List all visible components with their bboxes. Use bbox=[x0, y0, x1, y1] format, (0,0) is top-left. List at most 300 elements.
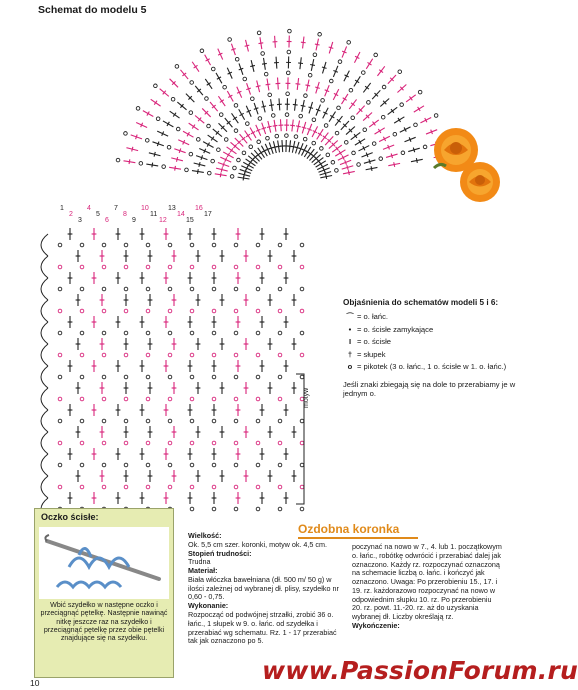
picot-mark bbox=[256, 287, 260, 291]
picot-mark bbox=[145, 139, 149, 143]
picot-mark bbox=[212, 243, 216, 247]
picot-mark bbox=[189, 152, 193, 156]
picot-mark bbox=[124, 243, 128, 247]
legend bbox=[343, 298, 523, 399]
edge-scallop bbox=[41, 388, 48, 410]
picot-mark bbox=[146, 309, 150, 313]
picot-mark bbox=[116, 158, 120, 162]
material-text: Biała włóczka bawełniana (dł. 500 m/ 50 g) w ilości zależnej od wybranej dł. plisy, szydełko nr 0,60 - 0,75. bbox=[188, 574, 339, 602]
row-number: 8 bbox=[123, 211, 127, 218]
picot-mark bbox=[124, 419, 128, 423]
picot-mark bbox=[102, 287, 106, 291]
stitch-mark bbox=[154, 152, 155, 157]
picot-mark bbox=[190, 507, 194, 511]
stitch-mark bbox=[308, 107, 313, 108]
stitch-mark bbox=[347, 165, 348, 170]
picot-mark bbox=[300, 375, 304, 379]
picot-mark bbox=[234, 485, 238, 489]
picot-mark bbox=[190, 397, 194, 401]
picot-mark bbox=[212, 419, 216, 423]
picot-mark bbox=[154, 84, 158, 88]
material-heading: Materiał: bbox=[188, 566, 218, 576]
picot-mark bbox=[146, 463, 150, 467]
picot-mark bbox=[300, 287, 304, 291]
row-number: 3 bbox=[78, 217, 82, 224]
picot-mark bbox=[329, 79, 333, 83]
picot-mark bbox=[313, 53, 317, 57]
stitch-mark bbox=[259, 43, 264, 44]
picot-mark bbox=[102, 331, 106, 335]
edge-scallop bbox=[41, 454, 48, 476]
picot-mark bbox=[326, 153, 330, 157]
picot-mark bbox=[300, 331, 304, 335]
row-number: 17 bbox=[204, 211, 212, 218]
picot-mark bbox=[146, 375, 150, 379]
rose-image bbox=[430, 124, 504, 204]
picot-mark bbox=[200, 49, 204, 53]
picot-mark bbox=[234, 419, 238, 423]
picot-mark bbox=[344, 141, 348, 145]
picot-mark bbox=[381, 115, 385, 119]
picot-mark bbox=[190, 265, 194, 269]
stitch-mark bbox=[315, 44, 320, 45]
stitch-mark bbox=[305, 85, 310, 86]
picot-mark bbox=[168, 309, 172, 313]
picot-mark bbox=[321, 99, 325, 103]
picot-mark bbox=[207, 171, 211, 175]
picot-mark bbox=[234, 129, 238, 133]
stitch-mark bbox=[413, 148, 414, 153]
picot-mark bbox=[234, 397, 238, 401]
legend-text: = o. ścisłe bbox=[357, 337, 391, 347]
stitch-mark bbox=[416, 158, 417, 163]
stitch-mark bbox=[391, 153, 392, 158]
picot-mark bbox=[223, 85, 227, 89]
picot-mark bbox=[233, 166, 237, 170]
picot-mark bbox=[324, 124, 328, 128]
picot-mark bbox=[146, 287, 150, 291]
stitch-mark bbox=[293, 104, 298, 105]
picot-mark bbox=[212, 485, 216, 489]
picot-mark bbox=[351, 116, 355, 120]
stitch-mark bbox=[298, 63, 303, 64]
picot-mark bbox=[124, 441, 128, 445]
row-number: 12 bbox=[159, 217, 167, 224]
stitch-mark bbox=[348, 170, 349, 175]
picot-mark bbox=[185, 168, 189, 172]
picot-mark bbox=[357, 163, 361, 167]
stitch-mark bbox=[262, 63, 267, 64]
picot-mark bbox=[278, 397, 282, 401]
size-heading: Wielkość: bbox=[188, 531, 222, 540]
picot-mark bbox=[256, 507, 260, 511]
picot-mark bbox=[146, 485, 150, 489]
stitch-mark bbox=[256, 86, 261, 87]
picot-mark bbox=[217, 148, 221, 152]
stitch-mark bbox=[221, 167, 222, 172]
picot-mark bbox=[234, 375, 238, 379]
legend-row bbox=[343, 312, 523, 321]
picot-mark bbox=[102, 485, 106, 489]
legend-text: = o. ścisłe zamykające bbox=[357, 324, 434, 334]
picot-mark bbox=[207, 124, 211, 128]
picot-mark bbox=[234, 265, 238, 269]
legend-row bbox=[343, 325, 523, 334]
row-number: 11 bbox=[150, 211, 158, 218]
picot-mark bbox=[278, 419, 282, 423]
picot-mark bbox=[58, 353, 62, 357]
picot-mark bbox=[251, 97, 255, 101]
picot-mark bbox=[278, 353, 282, 357]
picot-mark bbox=[352, 151, 356, 155]
picot-mark bbox=[146, 441, 150, 445]
legend-symbol: o bbox=[347, 362, 353, 372]
picot-mark bbox=[224, 138, 228, 142]
instructions-column-2 bbox=[352, 543, 502, 631]
picot-mark bbox=[382, 85, 386, 89]
picot-mark bbox=[168, 485, 172, 489]
picot-mark bbox=[286, 71, 290, 75]
row-number: 15 bbox=[186, 217, 194, 224]
picot-mark bbox=[335, 131, 339, 135]
picot-mark bbox=[303, 137, 307, 141]
row-number: 14 bbox=[177, 211, 185, 218]
picot-mark bbox=[102, 463, 106, 467]
stitch-mark bbox=[301, 105, 306, 106]
stitch-mark bbox=[198, 169, 199, 174]
picot-mark bbox=[58, 441, 62, 445]
picot-mark bbox=[261, 52, 265, 56]
picot-mark bbox=[102, 441, 106, 445]
picot-mark bbox=[212, 331, 216, 335]
picot-mark bbox=[205, 97, 209, 101]
picot-mark bbox=[256, 441, 260, 445]
section-title: Ozdobna koronka bbox=[298, 522, 400, 536]
difficulty-heading: Stopień trudności: bbox=[188, 548, 252, 558]
picot-mark bbox=[347, 41, 351, 45]
picot-mark bbox=[156, 117, 160, 121]
stitch-mark bbox=[223, 162, 225, 167]
stitch-box-text: Wbić szydełko w następne oczko i przeciągnąć pętelkę. Następnie nawinąć nitkę jeszcze raz na szydełko i przeciągnąć pętelkę przez obie pętelki znajdujące się na szydełku. bbox=[40, 601, 168, 643]
picot-mark bbox=[278, 309, 282, 313]
row-number: 7 bbox=[114, 205, 118, 212]
page-number: 10 bbox=[30, 678, 40, 688]
picot-mark bbox=[196, 138, 200, 142]
picot-mark bbox=[124, 331, 128, 335]
picot-mark bbox=[294, 135, 298, 139]
picot-mark bbox=[80, 419, 84, 423]
picot-mark bbox=[80, 331, 84, 335]
picot-mark bbox=[124, 287, 128, 291]
picot-mark bbox=[362, 71, 366, 75]
picot-mark bbox=[278, 265, 282, 269]
picot-mark bbox=[300, 463, 304, 467]
stitch-mark bbox=[179, 148, 181, 153]
picot-mark bbox=[212, 507, 216, 511]
picot-mark bbox=[175, 65, 179, 69]
stitch-mark bbox=[369, 159, 370, 164]
picot-mark bbox=[235, 57, 239, 61]
picot-mark bbox=[80, 375, 84, 379]
picot-mark bbox=[304, 94, 308, 98]
stitch-mark bbox=[129, 159, 130, 164]
picot-mark bbox=[190, 463, 194, 467]
stitch-mark bbox=[246, 88, 251, 90]
picot-mark bbox=[212, 463, 216, 467]
picot-mark bbox=[189, 111, 193, 115]
picot-mark bbox=[80, 309, 84, 313]
picot-mark bbox=[318, 32, 322, 36]
picot-mark bbox=[237, 158, 241, 162]
picot-mark bbox=[278, 331, 282, 335]
picot-mark bbox=[268, 93, 272, 97]
picot-mark bbox=[234, 243, 238, 247]
picot-mark bbox=[168, 419, 172, 423]
picot-mark bbox=[58, 287, 62, 291]
picot-mark bbox=[212, 309, 216, 313]
stitch-mark bbox=[269, 105, 274, 106]
edge-scallop bbox=[41, 256, 48, 278]
stitch-mark bbox=[394, 162, 395, 167]
picot-mark bbox=[212, 397, 216, 401]
picot-mark bbox=[278, 463, 282, 467]
row-number: 10 bbox=[141, 205, 149, 212]
picot-mark bbox=[190, 419, 194, 423]
picot-mark bbox=[379, 157, 383, 161]
picot-mark bbox=[278, 485, 282, 489]
picot-mark bbox=[300, 309, 304, 313]
row-number: 9 bbox=[132, 217, 136, 224]
picot-mark bbox=[162, 165, 166, 169]
execution-text: Rozpocząć od podwójnej strzałki, zrobić 36 o. łańc., 1 słupek w 9. o. łańc. od szydełka i przerabiać wg schematu. Rz. 1 - 17 przerabiać tak jak oznaczono po 5. bbox=[188, 610, 337, 646]
picot-mark bbox=[58, 265, 62, 269]
picot-mark bbox=[167, 145, 171, 149]
picot-mark bbox=[80, 441, 84, 445]
legend-row bbox=[343, 337, 523, 346]
stitch-mark bbox=[157, 142, 159, 147]
picot-mark bbox=[124, 463, 128, 467]
picot-mark bbox=[287, 50, 291, 54]
picot-mark bbox=[400, 103, 404, 107]
picot-mark bbox=[312, 118, 316, 122]
picot-mark bbox=[242, 151, 246, 155]
stitch-mark bbox=[266, 84, 271, 85]
stitch-mark bbox=[302, 127, 307, 128]
picot-mark bbox=[80, 287, 84, 291]
picot-mark bbox=[212, 441, 216, 445]
picot-mark bbox=[102, 265, 106, 269]
picot-mark bbox=[190, 287, 194, 291]
picot-mark bbox=[234, 441, 238, 445]
picot-mark bbox=[58, 485, 62, 489]
legend-row bbox=[343, 362, 523, 371]
picot-mark bbox=[58, 419, 62, 423]
picot-mark bbox=[256, 243, 260, 247]
stitch-mark bbox=[199, 162, 200, 167]
row-number: 2 bbox=[69, 211, 73, 218]
picot-mark bbox=[256, 353, 260, 357]
edge-scallop bbox=[41, 366, 48, 388]
watermark: www.PassionForum.ru bbox=[262, 656, 578, 685]
stitch-mark bbox=[175, 166, 176, 171]
picot-mark bbox=[234, 309, 238, 313]
picot-mark bbox=[139, 162, 143, 166]
legend-text: = słupek bbox=[357, 349, 386, 359]
picot-mark bbox=[80, 265, 84, 269]
picot-mark bbox=[278, 507, 282, 511]
picot-mark bbox=[256, 419, 260, 423]
picot-mark bbox=[398, 70, 402, 74]
picot-mark bbox=[256, 265, 260, 269]
picot-mark bbox=[168, 331, 172, 335]
finishing-heading: Wykończenie: bbox=[352, 621, 400, 631]
stitch-mark bbox=[261, 128, 266, 130]
picot-mark bbox=[349, 88, 353, 92]
picot-mark bbox=[299, 114, 303, 118]
row-number: 4 bbox=[87, 205, 91, 212]
picot-mark bbox=[234, 104, 238, 108]
picot-mark bbox=[243, 77, 247, 81]
picot-mark bbox=[401, 151, 405, 155]
edge-scallop bbox=[41, 278, 48, 300]
edge-scallop bbox=[41, 322, 48, 344]
picot-mark bbox=[124, 397, 128, 401]
picot-mark bbox=[190, 441, 194, 445]
picot-mark bbox=[146, 243, 150, 247]
picot-mark bbox=[264, 72, 268, 76]
stitch-mark bbox=[245, 45, 250, 46]
picot-mark bbox=[337, 106, 341, 110]
edge-scallop bbox=[41, 300, 48, 322]
picot-mark bbox=[256, 463, 260, 467]
edge-scallop bbox=[41, 344, 48, 366]
picot-mark bbox=[58, 375, 62, 379]
picot-mark bbox=[258, 117, 262, 121]
picot-mark bbox=[80, 463, 84, 467]
picot-mark bbox=[256, 309, 260, 313]
picot-mark bbox=[168, 287, 172, 291]
picot-mark bbox=[168, 353, 172, 357]
picot-mark bbox=[190, 81, 194, 85]
picot-mark bbox=[124, 132, 128, 136]
legend-note: Jeśli znaki zbiegają się na dole to przerabiamy je w jednym o. bbox=[343, 379, 516, 399]
stitch-mark bbox=[136, 135, 138, 140]
picot-mark bbox=[124, 265, 128, 269]
picot-mark bbox=[58, 331, 62, 335]
picot-mark bbox=[190, 485, 194, 489]
picot-mark bbox=[234, 463, 238, 467]
picot-mark bbox=[190, 331, 194, 335]
picot-mark bbox=[58, 309, 62, 313]
picot-mark bbox=[271, 114, 275, 118]
picot-mark bbox=[335, 169, 339, 173]
picot-mark bbox=[308, 73, 312, 77]
legend-title: Objaśnienia do schematów modeli 5 i 6: bbox=[343, 298, 499, 307]
picot-mark bbox=[423, 145, 427, 149]
diagram-title: Schemat do modelu 5 bbox=[38, 4, 147, 16]
picot-mark bbox=[363, 128, 367, 132]
picot-mark bbox=[256, 397, 260, 401]
picot-mark bbox=[266, 136, 270, 140]
stitch-mark bbox=[371, 166, 372, 171]
row-number: 5 bbox=[96, 211, 100, 218]
picot-mark bbox=[234, 353, 238, 357]
row-number: 16 bbox=[195, 205, 203, 212]
picot-mark bbox=[146, 265, 150, 269]
row-number: 13 bbox=[168, 205, 176, 212]
picot-mark bbox=[212, 353, 216, 357]
stitch-mark bbox=[152, 163, 153, 168]
picot-mark bbox=[288, 29, 292, 33]
picot-mark bbox=[300, 507, 304, 511]
picot-mark bbox=[168, 265, 172, 269]
picot-mark bbox=[286, 92, 290, 96]
picot-mark bbox=[190, 243, 194, 247]
picot-mark bbox=[219, 113, 223, 117]
picot-mark bbox=[300, 419, 304, 423]
picot-mark bbox=[146, 419, 150, 423]
picot-mark bbox=[257, 31, 261, 35]
picot-mark bbox=[246, 122, 250, 126]
picot-mark bbox=[212, 375, 216, 379]
picot-mark bbox=[372, 142, 376, 146]
picot-mark bbox=[278, 287, 282, 291]
stitch-mark bbox=[322, 67, 327, 68]
stitch-mark bbox=[296, 84, 301, 85]
edge-scallop bbox=[41, 432, 48, 454]
picot-mark bbox=[168, 243, 172, 247]
picot-mark bbox=[434, 114, 438, 118]
stitch-mark bbox=[290, 125, 295, 126]
stitch-mark bbox=[267, 126, 272, 127]
picot-mark bbox=[320, 147, 324, 151]
stitch-mark bbox=[261, 106, 266, 107]
edge-scallop bbox=[41, 410, 48, 432]
picot-mark bbox=[331, 160, 335, 164]
legend-symbol: ⌒ bbox=[346, 312, 354, 322]
picot-mark bbox=[234, 331, 238, 335]
picot-mark bbox=[300, 485, 304, 489]
picot-mark bbox=[418, 90, 422, 94]
picot-mark bbox=[176, 127, 180, 131]
picot-mark bbox=[230, 175, 234, 179]
stitch-mark bbox=[220, 172, 221, 177]
picot-mark bbox=[146, 353, 150, 357]
picot-mark bbox=[80, 353, 84, 357]
picot-mark bbox=[146, 397, 150, 401]
stitch-mark bbox=[231, 49, 236, 51]
picot-mark bbox=[212, 265, 216, 269]
picot-mark bbox=[256, 485, 260, 489]
picot-mark bbox=[124, 375, 128, 379]
picot-mark bbox=[212, 287, 216, 291]
picot-mark bbox=[300, 243, 304, 247]
picot-mark bbox=[228, 38, 232, 42]
picot-mark bbox=[234, 507, 238, 511]
picot-mark bbox=[102, 309, 106, 313]
picot-mark bbox=[275, 134, 279, 138]
picot-mark bbox=[278, 441, 282, 445]
picot-mark bbox=[168, 375, 172, 379]
continuation-text: poczynać na nowo w 7., 4. lub 1. początkowym o. łańc., robótkę odwrócić i przerabiać dalej jak oznaczono. Każdy rz. rozpoczynać oznaczoną na schemacie liczbą o. łańc. i kończyć jak oznaczono. Uwaga: Po przerobieniu 15., 17. i 19. rz. każdorazowo rozpoczynać na nowo w odpowiednim słupku 10. rz. Po przerobieniu 20. rz. powt. 11.-20. rz. aż do uzyskania wybranej dł. Liczby określają rz. bbox=[352, 542, 502, 622]
instructions-column-1 bbox=[188, 532, 348, 646]
picot-mark bbox=[80, 243, 84, 247]
picot-mark bbox=[146, 331, 150, 335]
picot-mark bbox=[257, 140, 261, 144]
legend-symbol: • bbox=[348, 324, 352, 334]
picot-mark bbox=[312, 141, 316, 145]
crochet-hook-illustration bbox=[39, 527, 169, 599]
